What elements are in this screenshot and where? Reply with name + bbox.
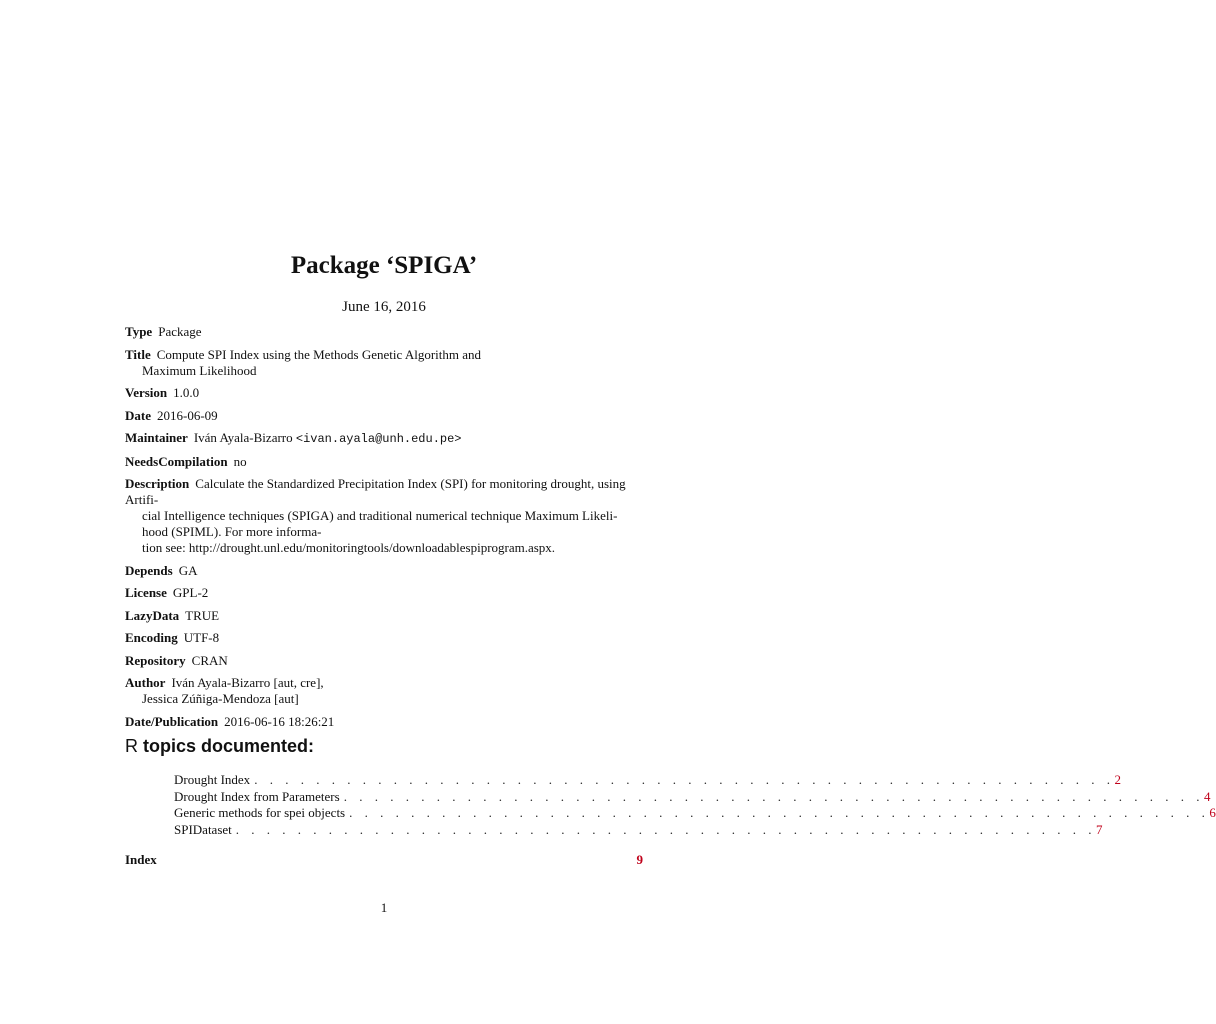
- field-maintainer: [125, 430, 645, 447]
- field-depends: [125, 563, 645, 579]
- toc-leader-dots: . . . . . . . . . . . . . . . . . . . . . . . . . . . . . . . . . . . . . . . . . . . . . . . . . . . . . . . .: [343, 788, 1204, 804]
- field-key: NeedsCompilation: [125, 453, 228, 469]
- topics-heading-text: topics documented:: [143, 736, 315, 756]
- toc-page-link[interactable]: 7: [1096, 821, 1103, 837]
- topics-heading: [125, 736, 314, 757]
- field-version: [125, 385, 645, 401]
- field-key: LazyData: [125, 607, 180, 623]
- field-title: [125, 347, 645, 379]
- toc-leader-dots: . . . . . . . . . . . . . . . . . . . . . . . . . . . . . . . . . . . . . . . . . . . . . . . . . . . . . . . .: [235, 821, 1097, 837]
- field-value: CRAN: [191, 652, 228, 668]
- field-value: Package: [158, 324, 202, 339]
- index-label: Index: [125, 852, 157, 867]
- field-value: 2016-06-09: [157, 407, 218, 423]
- toc-leader-dots: . . . . . . . . . . . . . . . . . . . . . . . . . . . . . . . . . . . . . . . . . . . . . . . . . . . . . . . .: [349, 805, 1210, 820]
- field-key: Date/Publication: [125, 713, 219, 729]
- maintainer-email: <ivan.ayala@unh.edu.pe>: [295, 432, 462, 446]
- field-value-cont: Maximum Likelihood: [142, 362, 257, 378]
- field-value-cont: cial Intelligence techniques (SPIGA) and traditional numerical technique Maximum Likeli-: [142, 508, 618, 523]
- field-key: Depends: [125, 562, 173, 578]
- toc-item[interactable]: [174, 772, 1121, 789]
- field-date: [125, 408, 645, 424]
- field-key: Title: [125, 346, 151, 362]
- field-author: [125, 675, 645, 707]
- toc-item[interactable]: [174, 805, 1216, 822]
- toc-item[interactable]: [174, 821, 1103, 839]
- field-value-cont: hood (SPIML). For more informa-: [142, 524, 322, 539]
- toc-item-name: SPIDataset: [174, 821, 232, 837]
- field-value: Iván Ayala-Bizarro [aut, cre],: [171, 675, 324, 690]
- table-of-contents: [174, 772, 1216, 838]
- field-key: Encoding: [125, 630, 178, 645]
- field-key: License: [125, 585, 167, 600]
- index-entry[interactable]: [125, 852, 643, 868]
- toc-leader-dots: . . . . . . . . . . . . . . . . . . . . . . . . . . . . . . . . . . . . . . . . . . . . . . . . . . . . . . . .: [254, 772, 1115, 787]
- field-value: TRUE: [185, 607, 220, 623]
- toc-page-link[interactable]: 6: [1209, 805, 1216, 820]
- toc-item-name: Generic methods for spei objects: [174, 805, 346, 820]
- field-needs-compilation: [125, 454, 645, 470]
- field-value: GPL-2: [172, 585, 209, 600]
- package-date: June 16, 2016: [342, 299, 426, 315]
- field-license: [125, 585, 645, 601]
- field-value: Compute SPI Index using the Methods Genetic Algorithm and: [156, 346, 482, 362]
- topics-heading-r: R: [125, 736, 138, 756]
- field-type: [125, 324, 645, 340]
- toc-item-name: Drought Index: [174, 772, 251, 787]
- field-publication: [125, 714, 645, 730]
- field-description: [125, 476, 645, 556]
- field-value-cont: tion see: http://drought.unl.edu/monitoringtools/downloadablespiprogram.aspx.: [142, 540, 556, 555]
- field-key: Date: [125, 407, 151, 423]
- field-value: 1.0.0: [173, 385, 200, 400]
- field-value: UTF-8: [183, 630, 220, 645]
- field-key: Description: [125, 476, 190, 491]
- toc-page-link[interactable]: 2: [1114, 772, 1121, 787]
- field-value: Calculate the Standardized Precipitation Index (SPI) for monitoring drought, using Artifi-: [125, 476, 626, 507]
- maintainer-name: Iván Ayala-Bizarro: [193, 430, 293, 445]
- index-page-link[interactable]: 9: [636, 852, 643, 867]
- field-value: 2016-06-16 18:26:21: [224, 713, 335, 729]
- page-number: 1: [380, 900, 388, 915]
- package-title: Package ‘SPIGA’: [290, 252, 478, 279]
- field-key: Repository: [125, 652, 186, 668]
- toc-item[interactable]: [174, 788, 1211, 806]
- field-encoding: [125, 630, 645, 646]
- field-key: Type: [125, 324, 153, 339]
- toc-page-link[interactable]: 4: [1203, 788, 1211, 804]
- field-lazydata: [125, 608, 645, 624]
- field-key: Author: [125, 675, 166, 690]
- field-repository: [125, 653, 645, 669]
- field-value-cont: Jessica Zúñiga-Mendoza [aut]: [142, 691, 299, 706]
- field-value: GA: [178, 562, 198, 578]
- toc-item-name: Drought Index from Parameters: [174, 788, 340, 804]
- field-key: Maintainer: [125, 430, 188, 445]
- field-value: no: [233, 453, 247, 469]
- field-key: Version: [125, 385, 168, 400]
- package-metadata: [125, 324, 645, 736]
